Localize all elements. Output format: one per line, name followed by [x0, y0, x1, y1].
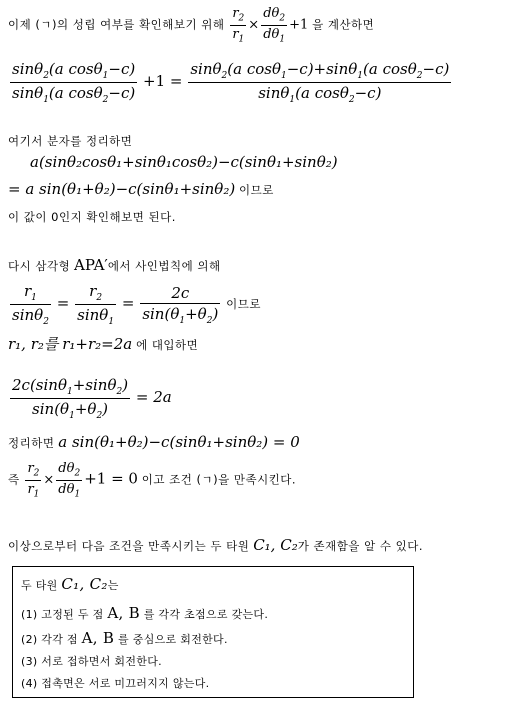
line-4-numerator: a(sinθ₂cosθ₁+sinθ₁cosθ₂)−c(sinθ₁+sinθ₂): [30, 153, 338, 171]
box-title-vars: C₁, C₂: [61, 575, 108, 593]
box-item-1: [21, 604, 268, 622]
ratio-r1-sin: $\frac{r_1}{\sin\theta_2}$: [12, 282, 49, 327]
item-text: 각각 점: [41, 633, 78, 646]
box-item-4: [21, 675, 209, 691]
item-text: 고정된 두 점: [41, 608, 104, 621]
plus-one: +1: [289, 17, 309, 33]
line12-prefix: 즉: [8, 472, 20, 487]
line5-expr: = a sin(θ₁+θ₂)−c(sinθ₁+sinθ₂): [8, 180, 236, 198]
line7-suffix: 에서 사인법칙에 의해: [107, 259, 221, 273]
line-9: [8, 333, 198, 354]
line12-suffix: 이고 조건 (ㄱ)을 만족시킨다.: [141, 472, 297, 487]
line-1: [8, 6, 374, 44]
box-item-3: [21, 653, 162, 669]
line-11: [8, 433, 300, 451]
summary-box: [12, 566, 414, 698]
line-2-equation: [8, 60, 453, 105]
item-number: (1): [21, 608, 38, 621]
item-number: (3): [21, 655, 38, 668]
equals-sign: =: [121, 294, 135, 312]
plus-one-equals: +1 =: [143, 72, 183, 90]
line-7: [8, 256, 221, 274]
box-title-suffix: 는: [107, 579, 119, 592]
item-text: 서로 접하면서 회전한다.: [41, 655, 162, 668]
line9-suffix: 에 대입하면: [136, 338, 199, 352]
ellipses-c1-c2: C₁, C₂: [253, 536, 298, 554]
line-6: 이 값이 0인지 확인해보면 된다.: [8, 210, 176, 224]
line-13: [8, 536, 423, 554]
line8-suffix: 이므로: [226, 297, 261, 311]
ratio-2c-sin-sum: $\frac{2c}{\sin(\theta_1+\theta_2)}$: [142, 283, 219, 326]
line9-vars: r₁, r₂를: [8, 335, 59, 353]
line-5: [8, 180, 274, 198]
line9-expr: r₁+r₂=2a: [62, 335, 133, 353]
derivative-dtheta2-dtheta1: $\frac{d\theta_2}{d\theta_1}$: [263, 6, 286, 45]
line-8-sine-law: [8, 282, 261, 327]
fraction-2c-sum: $\frac{2c(\sin\theta_1+\sin\theta_2)}{\sin(\theta_1+\theta_2)}$: [12, 376, 129, 421]
ratio-r2-sin: $\frac{r_2}{\sin\theta_1}$: [77, 282, 115, 327]
times-sign: ×: [43, 472, 55, 488]
item-text-end: 를 각각 초점으로 갖는다.: [143, 608, 269, 621]
plus-one-equals-zero: +1 = 0: [84, 469, 138, 488]
line11-prefix: 정리하면: [8, 436, 55, 450]
equals-sign: =: [56, 294, 70, 312]
item-points: A, B: [81, 629, 115, 647]
box-item-2: [21, 629, 228, 647]
line5-suffix: 이므로: [239, 183, 274, 197]
line-3: 여기서 분자를 정리하면: [8, 134, 133, 148]
fraction-left: $\frac{\sin\theta_2(a \cos\theta_1-c)}{\sin\theta_1(a \cos\theta_2-c)}$: [12, 60, 136, 105]
item-number: (2): [21, 633, 38, 646]
line-10-substitution: [8, 376, 172, 421]
line1-prefix: 이제 (ㄱ)의 성립 여부를 확인해보기 위해: [8, 17, 225, 32]
ratio-r2-r1: $\frac{r_2}{r_1}$: [232, 6, 245, 45]
line13-suffix: 가 존재함을 알 수 있다.: [297, 539, 423, 553]
item-number: (4): [21, 677, 38, 690]
fraction-right: $\frac{\sin\theta_2(a \cos\theta_1-c)+\sin\theta_1(a \cos\theta_2-c)}{\sin\theta_1(a \cos\theta_2-c)}$: [190, 60, 450, 105]
line7-prefix: 다시 삼각형: [8, 259, 71, 273]
item-text-end: 를 중심으로 회전한다.: [118, 633, 228, 646]
line13-prefix: 이상으로부터 다음 조건을 만족시키는 두 타원: [8, 539, 250, 553]
triangle-name: APA′: [74, 256, 108, 274]
line-12: [8, 461, 296, 499]
box-title: [21, 575, 119, 593]
ratio-r2-r1: $\frac{r_2}{r_1}$: [27, 461, 40, 500]
item-points: A, B: [107, 604, 140, 622]
equals-2a: = 2a: [135, 388, 172, 406]
box-title-prefix: 두 타원: [21, 579, 58, 592]
line1-suffix: 을 계산하면: [312, 17, 375, 32]
item-text: 접촉면은 서로 미끄러지지 않는다.: [41, 677, 210, 690]
times-sign: ×: [248, 17, 260, 33]
line11-expr: a sin(θ₁+θ₂)−c(sinθ₁+sinθ₂) = 0: [58, 433, 300, 451]
derivative-dtheta2-dtheta1: $\frac{d\theta_2}{d\theta_1}$: [58, 461, 81, 500]
